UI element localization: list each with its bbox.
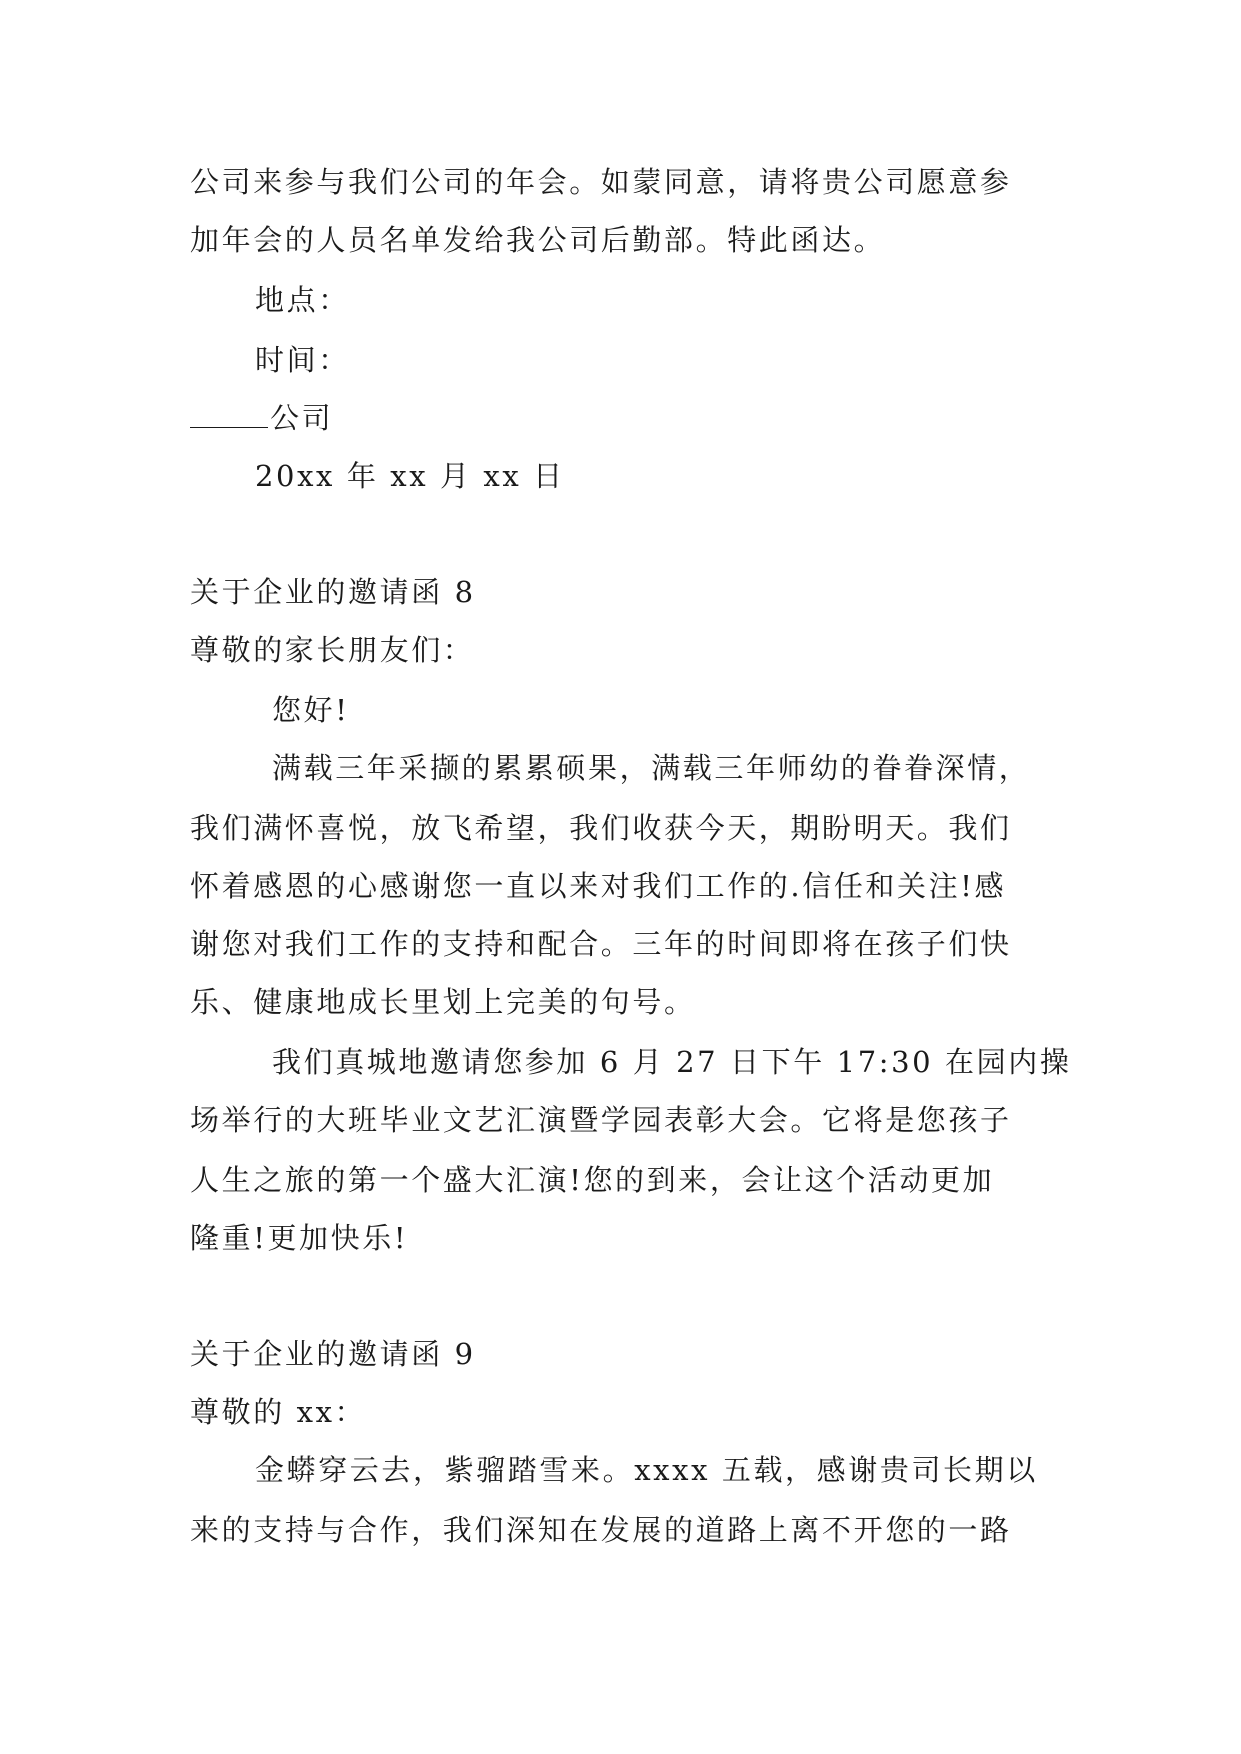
letter8-p2-line-2: 场举行的大班毕业文艺汇演暨学园表彰大会。它将是您孩子 xyxy=(190,1103,1012,1137)
letter8-p1-line-1: 满载三年采撷的累累硕果，满载三年师幼的眷眷深情， xyxy=(272,751,1031,785)
letter8-p1-line-4: 谢您对我们工作的支持和配合。三年的时间即将在孩子们快 xyxy=(190,927,1012,961)
company-suffix: 公司 xyxy=(270,401,334,435)
letter9-p1-line-2: 来的支持与合作，我们深知在发展的道路上离不开您的一路 xyxy=(190,1513,1012,1547)
letter8-p1-line-5: 乐、健康地成长里划上完美的句号。 xyxy=(190,985,696,1019)
letter9-p1-line-1: 金蟒穿云去，紫骝踏雪来。xxxx 五载，感谢贵司长期以 xyxy=(255,1453,1038,1487)
letter9-title: 关于企业的邀请函 9 xyxy=(190,1337,476,1371)
letter8-salutation: 尊敬的家长朋友们： xyxy=(190,633,475,667)
letter9-salutation: 尊敬的 xx： xyxy=(190,1395,367,1429)
letter8-p2-line-1: 我们真城地邀请您参加 6 月 27 日下午 17:30 在园内操 xyxy=(272,1045,1072,1079)
letter8-p1-line-2: 我们满怀喜悦，放飞希望，我们收获今天，期盼明天。我们 xyxy=(190,811,1012,845)
letter8-p1-line-3: 怀着感恩的心感谢您一直以来对我们工作的.信任和关注!感 xyxy=(190,869,1007,903)
continuation-line-1: 公司来参与我们公司的年会。如蒙同意，请将贵公司愿意参 xyxy=(190,165,1012,199)
letter8-p2-line-4: 隆重!更加快乐! xyxy=(190,1221,409,1255)
time-label: 时间： xyxy=(255,343,350,377)
letter8-title: 关于企业的邀请函 8 xyxy=(190,575,476,609)
company-signature xyxy=(190,398,333,438)
letter8-greeting: 您好! xyxy=(272,693,350,727)
continuation-line-2: 加年会的人员名单发给我公司后勤部。特此函达。 xyxy=(190,223,886,257)
letter8-p2-line-3: 人生之旅的第一个盛大汇演!您的到来，会让这个活动更加 xyxy=(190,1163,995,1197)
signature-blank xyxy=(190,427,268,428)
signature-date: 20xx 年 xx 月 xx 日 xyxy=(255,459,565,493)
location-label: 地点： xyxy=(255,283,350,317)
